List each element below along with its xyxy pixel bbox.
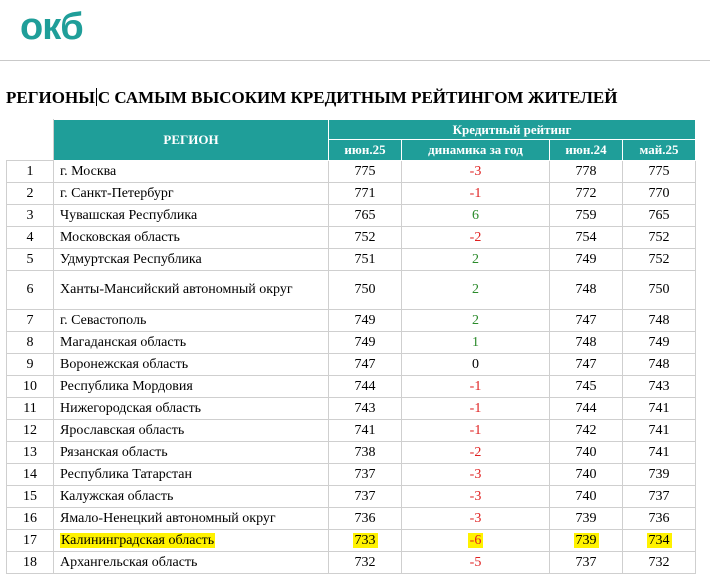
- rating-may25: [623, 552, 696, 574]
- table-row: [7, 530, 696, 552]
- rating-jun24-text: 740: [575, 444, 597, 460]
- row-number-text: 11: [23, 400, 37, 416]
- rating-jun25-text: 736: [354, 510, 376, 526]
- rating-may25-text: 748: [648, 312, 670, 328]
- rating-jun25-text: 752: [354, 229, 376, 245]
- rating-dynamics: [402, 420, 550, 442]
- rating-jun25-text: 765: [354, 207, 376, 223]
- rating-jun24-text: 754: [575, 229, 597, 245]
- rating-jun25-text: 738: [354, 444, 376, 460]
- rating-dynamics: [402, 442, 550, 464]
- rating-jun24: [550, 205, 623, 227]
- rating-may25: [623, 464, 696, 486]
- header-dynamics: динамика за год: [402, 140, 550, 161]
- rating-jun24: [550, 376, 623, 398]
- region-name-text: Удмуртская Республика: [60, 251, 202, 267]
- rating-jun24-text: 745: [575, 378, 597, 394]
- row-number-text: 3: [26, 207, 34, 223]
- row-number-text: 9: [26, 356, 34, 372]
- region-name-text: г. Севастополь: [60, 312, 147, 328]
- table-row: [7, 508, 696, 530]
- rating-jun24: [550, 398, 623, 420]
- rating-jun24-text: 759: [575, 207, 597, 223]
- region-name: [54, 205, 329, 227]
- header-may25: май.25: [623, 140, 696, 161]
- rating-jun25: [329, 310, 402, 332]
- header-divider: [0, 60, 710, 61]
- region-name: [54, 249, 329, 271]
- row-number-text: 5: [26, 251, 34, 267]
- rating-jun24: [550, 310, 623, 332]
- rating-dynamics: [402, 530, 550, 552]
- rating-jun25: [329, 552, 402, 574]
- header-credit-rating: Кредитный рейтинг: [329, 120, 696, 140]
- rating-may25-text: 748: [648, 356, 670, 372]
- rating-dynamics: [402, 227, 550, 249]
- rating-dynamics-text: 2: [472, 251, 479, 267]
- region-name-text: г. Москва: [60, 163, 117, 179]
- rating-jun24: [550, 271, 623, 310]
- table-row: [7, 420, 696, 442]
- rating-dynamics-text: -1: [469, 185, 482, 201]
- region-name: [54, 376, 329, 398]
- row-number: [7, 420, 54, 442]
- rating-may25: [623, 398, 696, 420]
- rating-may25-text: 732: [648, 554, 670, 570]
- row-number: [7, 183, 54, 205]
- text-cursor: [96, 88, 97, 106]
- rating-may25: [623, 227, 696, 249]
- table-row: [7, 249, 696, 271]
- rating-dynamics-text: -1: [469, 400, 482, 416]
- page-title: [6, 88, 617, 108]
- rating-may25-text: 741: [648, 422, 670, 438]
- rating-jun24-text: 737: [575, 554, 597, 570]
- region-name: [54, 486, 329, 508]
- rating-dynamics: [402, 354, 550, 376]
- rating-dynamics-text: -2: [469, 229, 482, 245]
- rating-dynamics: [402, 552, 550, 574]
- region-name-text: Чувашская Республика: [60, 207, 198, 223]
- rating-jun25-text: 743: [354, 400, 376, 416]
- logo-text: окб: [20, 5, 83, 48]
- rating-jun24: [550, 161, 623, 183]
- rating-may25-text: 737: [648, 488, 670, 504]
- region-name-text: Архангельская область: [60, 554, 198, 570]
- row-number: [7, 398, 54, 420]
- rating-may25-text: 750: [648, 282, 670, 297]
- row-number-text: 17: [23, 532, 37, 548]
- rating-dynamics: [402, 486, 550, 508]
- table-row: [7, 332, 696, 354]
- row-number-text: 12: [23, 422, 37, 438]
- rating-dynamics-text: -5: [469, 554, 482, 570]
- rating-jun25-text: 749: [354, 334, 376, 350]
- rating-dynamics: [402, 161, 550, 183]
- region-name-text: Магаданская область: [60, 334, 187, 350]
- rating-may25-text: 736: [648, 510, 670, 526]
- rating-dynamics: [402, 464, 550, 486]
- table-row: [7, 552, 696, 574]
- rating-may25: [623, 183, 696, 205]
- row-number-text: 18: [23, 554, 37, 570]
- rating-dynamics: [402, 249, 550, 271]
- header-number-cell: [7, 120, 54, 161]
- rating-jun25-text: 749: [354, 312, 376, 328]
- rating-jun25: [329, 486, 402, 508]
- row-number-text: 6: [26, 282, 34, 297]
- rating-dynamics-text: -3: [469, 466, 482, 482]
- table-row: [7, 398, 696, 420]
- row-number: [7, 442, 54, 464]
- rating-jun25: [329, 161, 402, 183]
- region-name-text: Воронежская область: [60, 356, 189, 372]
- row-number-text: 8: [26, 334, 34, 350]
- rating-jun24-text: 747: [575, 356, 597, 372]
- rating-dynamics: [402, 398, 550, 420]
- rating-dynamics-text: 2: [472, 282, 479, 297]
- rating-may25-text: 775: [648, 163, 670, 179]
- region-name-text: Республика Татарстан: [60, 466, 193, 482]
- rating-jun25-text: 732: [354, 554, 376, 570]
- rating-dynamics-text: 6: [472, 207, 479, 223]
- rating-dynamics: [402, 271, 550, 310]
- region-name: [54, 530, 329, 552]
- rating-jun25-text: 744: [354, 378, 376, 394]
- rating-jun24: [550, 486, 623, 508]
- rating-jun25-text: 750: [354, 282, 376, 297]
- table-row: [7, 354, 696, 376]
- rating-jun24-text: 739: [575, 510, 597, 526]
- rating-jun24: [550, 332, 623, 354]
- rating-jun25-text: 737: [354, 488, 376, 504]
- rating-may25-text: 770: [648, 185, 670, 201]
- row-number: [7, 332, 54, 354]
- region-name: [54, 354, 329, 376]
- rating-may25: [623, 508, 696, 530]
- row-number: [7, 205, 54, 227]
- rating-jun25: [329, 227, 402, 249]
- rating-dynamics-text: -1: [469, 378, 482, 394]
- rating-jun25-text: 741: [354, 422, 376, 438]
- rating-may25-text: 743: [648, 378, 670, 394]
- row-number-text: 7: [26, 312, 34, 328]
- rating-jun24: [550, 354, 623, 376]
- ratings-table: [6, 119, 696, 574]
- rating-may25-text: 739: [648, 466, 670, 482]
- rating-jun25: [329, 442, 402, 464]
- rating-dynamics: [402, 183, 550, 205]
- rating-may25: [623, 205, 696, 227]
- table-row: [7, 271, 696, 310]
- region-name: [54, 420, 329, 442]
- header-jun24: июн.24: [550, 140, 623, 161]
- region-name: [54, 227, 329, 249]
- rating-jun24-text: 739: [575, 532, 597, 548]
- rating-jun24: [550, 442, 623, 464]
- rating-jun25: [329, 249, 402, 271]
- table-row: [7, 486, 696, 508]
- table-row: [7, 376, 696, 398]
- table-row: [7, 227, 696, 249]
- rating-dynamics: [402, 310, 550, 332]
- rating-jun24-text: 740: [575, 466, 597, 482]
- rating-may25: [623, 354, 696, 376]
- rating-dynamics: [402, 205, 550, 227]
- rating-may25: [623, 310, 696, 332]
- rating-jun25-text: 751: [354, 251, 376, 267]
- rating-may25: [623, 442, 696, 464]
- region-name-text: Республика Мордовия: [60, 378, 193, 394]
- row-number: [7, 354, 54, 376]
- region-name: [54, 508, 329, 530]
- region-name-text: Ханты-Мансийский автономный округ: [60, 282, 293, 297]
- table-body: [7, 161, 696, 574]
- row-number: [7, 552, 54, 574]
- region-name-text: Рязанская область: [60, 444, 168, 460]
- rating-jun24-text: 747: [575, 312, 597, 328]
- region-name: [54, 464, 329, 486]
- rating-jun24: [550, 420, 623, 442]
- rating-jun24-text: 740: [575, 488, 597, 504]
- region-name: [54, 552, 329, 574]
- rating-may25-text: 752: [648, 251, 670, 267]
- rating-may25-text: 734: [648, 532, 670, 548]
- rating-jun25: [329, 508, 402, 530]
- table-row: [7, 442, 696, 464]
- row-number-text: 10: [23, 378, 37, 394]
- row-number-text: 1: [26, 163, 34, 179]
- rating-dynamics: [402, 332, 550, 354]
- rating-jun24: [550, 227, 623, 249]
- rating-may25: [623, 249, 696, 271]
- row-number-text: 15: [23, 488, 37, 504]
- region-name-text: Калининградская область: [61, 532, 215, 548]
- rating-may25-text: 752: [648, 229, 670, 245]
- rating-jun25: [329, 271, 402, 310]
- region-name-text: г. Санкт-Петербург: [60, 185, 174, 201]
- row-number: [7, 271, 54, 310]
- header-region: РЕГИОН: [54, 120, 329, 161]
- rating-dynamics: [402, 508, 550, 530]
- rating-jun25-text: 733: [354, 532, 376, 548]
- region-name: [54, 161, 329, 183]
- title-part-1: РЕГИОНЫ: [6, 88, 95, 107]
- table-row: [7, 205, 696, 227]
- table-row: [7, 183, 696, 205]
- row-number: [7, 227, 54, 249]
- header-jun25: июн.25: [329, 140, 402, 161]
- rating-jun25: [329, 398, 402, 420]
- row-number-text: 13: [23, 444, 37, 460]
- rating-dynamics-text: -3: [469, 510, 482, 526]
- rating-may25: [623, 420, 696, 442]
- row-number: [7, 530, 54, 552]
- region-name-text: Ямало-Ненецкий автономный округ: [60, 510, 276, 526]
- row-number-text: 16: [23, 510, 37, 526]
- row-number: [7, 508, 54, 530]
- rating-jun25: [329, 183, 402, 205]
- rating-jun24-text: 772: [575, 185, 597, 201]
- rating-jun25-text: 775: [354, 163, 376, 179]
- rating-jun25-text: 771: [354, 185, 376, 201]
- region-name: [54, 332, 329, 354]
- title-part-2: С САМЫМ ВЫСОКИМ КРЕДИТНЫМ РЕЙТИНГОМ ЖИТЕЛЕЙ: [97, 88, 618, 107]
- row-number: [7, 464, 54, 486]
- rating-jun24: [550, 530, 623, 552]
- rating-jun25-text: 737: [354, 466, 376, 482]
- rating-dynamics-text: 1: [472, 334, 479, 350]
- row-number: [7, 161, 54, 183]
- region-name: [54, 310, 329, 332]
- rating-dynamics-text: -2: [469, 444, 482, 460]
- rating-jun24-text: 742: [575, 422, 597, 438]
- rating-jun24-text: 748: [575, 334, 597, 350]
- region-name: [54, 183, 329, 205]
- rating-dynamics-text: 2: [472, 312, 479, 328]
- rating-jun25: [329, 464, 402, 486]
- rating-may25: [623, 161, 696, 183]
- rating-jun24: [550, 508, 623, 530]
- rating-jun25-text: 747: [354, 356, 376, 372]
- rating-may25: [623, 530, 696, 552]
- rating-may25: [623, 271, 696, 310]
- rating-jun24: [550, 552, 623, 574]
- region-name: [54, 271, 329, 310]
- row-number: [7, 310, 54, 332]
- rating-jun25: [329, 205, 402, 227]
- region-name: [54, 398, 329, 420]
- table-row: [7, 464, 696, 486]
- rating-jun25: [329, 420, 402, 442]
- row-number: [7, 376, 54, 398]
- rating-jun24-text: 748: [575, 282, 597, 297]
- rating-jun25: [329, 376, 402, 398]
- rating-may25-text: 765: [648, 207, 670, 223]
- rating-dynamics-text: -6: [469, 532, 482, 548]
- rating-jun24: [550, 464, 623, 486]
- region-name-text: Калужская область: [60, 488, 174, 504]
- rating-jun25: [329, 530, 402, 552]
- rating-may25: [623, 332, 696, 354]
- rating-dynamics-text: -3: [469, 488, 482, 504]
- region-name-text: Нижегородская область: [60, 400, 202, 416]
- row-number-text: 4: [26, 229, 34, 245]
- row-number-text: 2: [26, 185, 34, 201]
- table-row: [7, 310, 696, 332]
- rating-dynamics-text: -1: [469, 422, 482, 438]
- rating-may25-text: 741: [648, 444, 670, 460]
- rating-may25-text: 741: [648, 400, 670, 416]
- rating-may25: [623, 486, 696, 508]
- rating-jun24: [550, 183, 623, 205]
- row-number: [7, 486, 54, 508]
- rating-may25-text: 749: [648, 334, 670, 350]
- rating-jun24-text: 749: [575, 251, 597, 267]
- rating-jun24-text: 744: [575, 400, 597, 416]
- rating-dynamics-text: 0: [472, 356, 479, 372]
- rating-dynamics: [402, 376, 550, 398]
- rating-jun25: [329, 354, 402, 376]
- row-number: [7, 249, 54, 271]
- rating-may25: [623, 376, 696, 398]
- region-name: [54, 442, 329, 464]
- row-number-text: 14: [23, 466, 37, 482]
- okb-logo: [20, 6, 83, 48]
- region-name-text: Московская область: [60, 229, 180, 245]
- region-name-text: Ярославская область: [60, 422, 185, 438]
- rating-dynamics-text: -3: [469, 163, 482, 179]
- rating-jun24: [550, 249, 623, 271]
- table-row: [7, 161, 696, 183]
- rating-jun25: [329, 332, 402, 354]
- rating-jun24-text: 778: [575, 163, 597, 179]
